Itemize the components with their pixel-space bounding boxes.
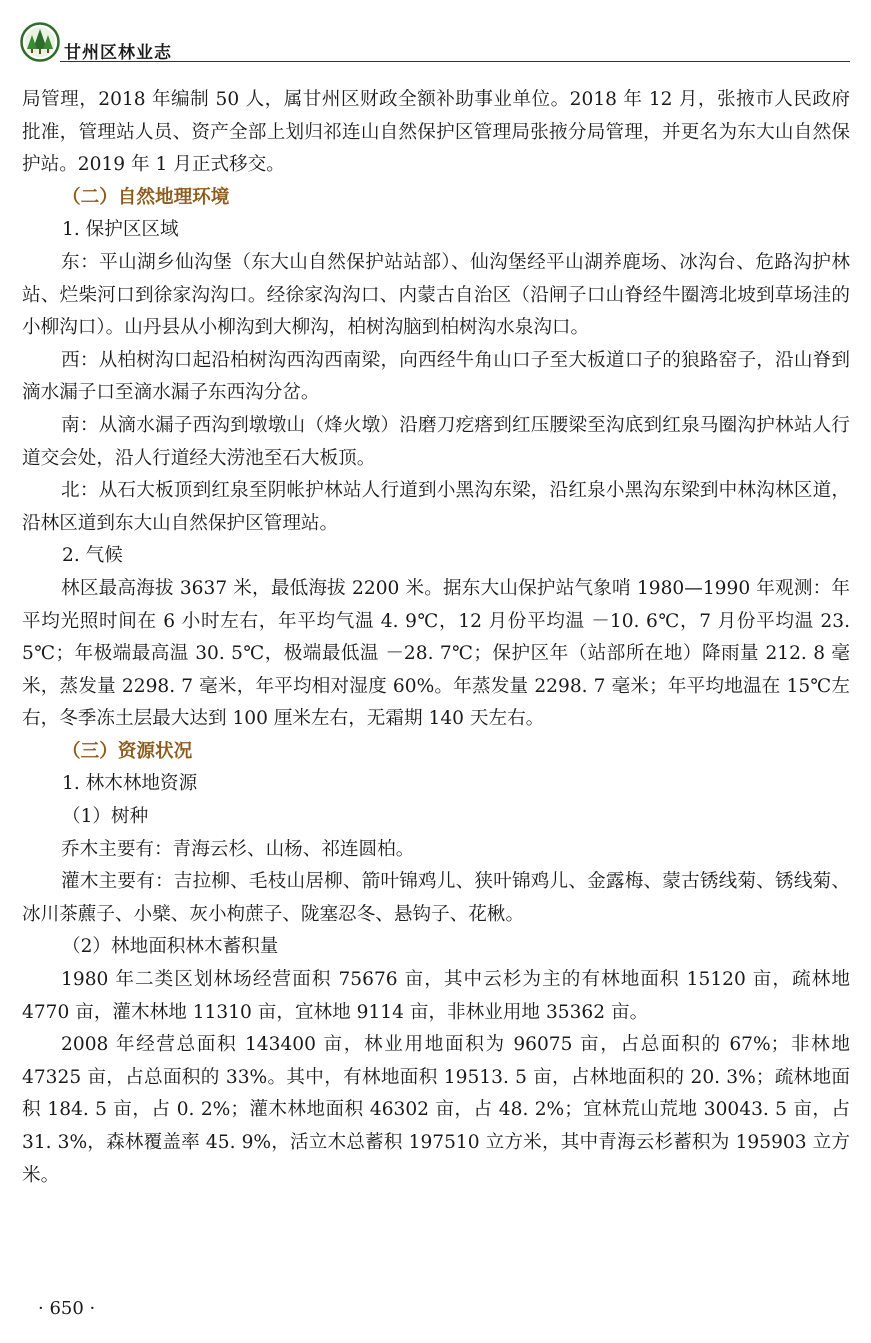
subheading-forest-resources: 1. 林木林地资源 xyxy=(62,773,198,795)
forest-logo-icon xyxy=(20,22,60,62)
page-header xyxy=(20,22,850,62)
paragraph-shrubs: 灌木主要有：吉拉柳、毛枝山居柳、箭叶锦鸡儿、狭叶锦鸡儿、金露梅、蒙古锈线菊、锈线菊、冰川茶藨子、小檗、灰小枸蔗子、陇塞忍冬、悬钩子、花楸。 xyxy=(22,871,850,925)
book-title: 甘州区林业志 xyxy=(64,43,172,63)
subheading-tree-species: （1）树种 xyxy=(62,806,149,828)
paragraph-climate: 林区最高海拔 3637 米，最低海拔 2200 米。据东大山保护站气象哨 1980—1990 年观测：年平均光照时间在 6 小时左右，年平均气温 4. 9℃，12 月份平均温 －10. 6℃，7 月份平均温 23. 5℃；年极端最高温 30. 5℃，极端最低温 －28. 7℃；保护区年（站部所在地）降雨量 212. 8 毫米，蒸发量 2298. 7 毫米，年平均相对湿度 60%。年蒸发量 2298. 7 毫米；年平均地温在 15℃左右，冬季冻土层最大达到 100 厘米左右，无霜期 140 天左右。 xyxy=(22,577,850,730)
paragraph-continuation: 局管理，2018 年编制 50 人，属甘州区财政全额补助事业单位。2018 年 12 月，张掖市人民政府批准，管理站人员、资产全部上划归祁连山自然保护区管理局张掖分局管理，并更名为东大山自然保护站。2019 年 1 月正式移交。 xyxy=(22,89,850,176)
paragraph-south-boundary: 南：从滴水漏子西沟到墩墩山（烽火墩）沿磨刀疙瘩到红压腰梁至沟底到红泉马圈沟护林站人行道交会处，沿人行道经大涝池至石大板顶。 xyxy=(22,414,850,469)
paragraph-east-boundary: 东：平山湖乡仙沟堡（东大山自然保护站站部）、仙沟堡经平山湖养鹿场、冰沟台、危路沟护林站、烂柴河口到徐家沟沟口。经徐家沟沟口、内蒙古自治区（沿闸子口山脊经牛圈湾北坡到草场洼的小柳沟口）。山丹县从小柳沟到大柳沟，柏树沟脑到柏树沟水泉沟口。 xyxy=(22,251,850,339)
page-number: · 650 · xyxy=(38,1298,96,1319)
document-body xyxy=(22,84,850,1192)
subheading-reserve-area: 1. 保护区区域 xyxy=(62,219,179,241)
subheading-climate: 2. 气候 xyxy=(62,545,123,567)
paragraph-north-boundary: 北：从石大板顶到红泉至阴帐护林站人行道到小黑沟东梁，沿红泉小黑沟东梁到中林沟林区道，沿林区道到东大山自然保护区管理站。 xyxy=(22,480,850,534)
section-heading-resources: （三）资源状况 xyxy=(62,740,193,762)
paragraph-2008-survey: 2008 年经营总面积 143400 亩，林业用地面积为 96075 亩，占总面积的 67%；非林地 47325 亩，占总面积的 33%。其中，有林地面积 19513. 5 亩，占林地面积的 20. 3%；疏林地面积 184. 5 亩，占 0. 2%；灌木林地面积 46302 亩，占 48. 2%；宜林荒山荒地 30043. 5 亩，占 31. 3%，森林覆盖率 45. 9%，活立木总蓄积 197510 立方米，其中青海云杉蓄积为 195903 立方米。 xyxy=(22,1034,850,1186)
paragraph-west-boundary: 西：从柏树沟口起沿柏树沟西沟西南梁，向西经牛角山口子至大板道口子的狼路窑子，沿山脊到滴水漏子口至滴水漏子东西沟分岔。 xyxy=(22,349,850,404)
header-divider xyxy=(60,61,850,62)
paragraph-1980-survey: 1980 年二类区划林场经营面积 75676 亩，其中云杉为主的有林地面积 15120 亩，疏林地 4770 亩，灌木林地 11310 亩，宜林地 9114 亩，非林业用地 35362 亩。 xyxy=(22,969,850,1023)
subheading-forest-area-volume: （2）林地面积林木蓄积量 xyxy=(62,936,279,958)
section-heading-natural-geography: （二）自然地理环境 xyxy=(62,186,230,208)
paragraph-trees: 乔木主要有：青海云杉、山杨、祁连圆柏。 xyxy=(61,838,415,860)
